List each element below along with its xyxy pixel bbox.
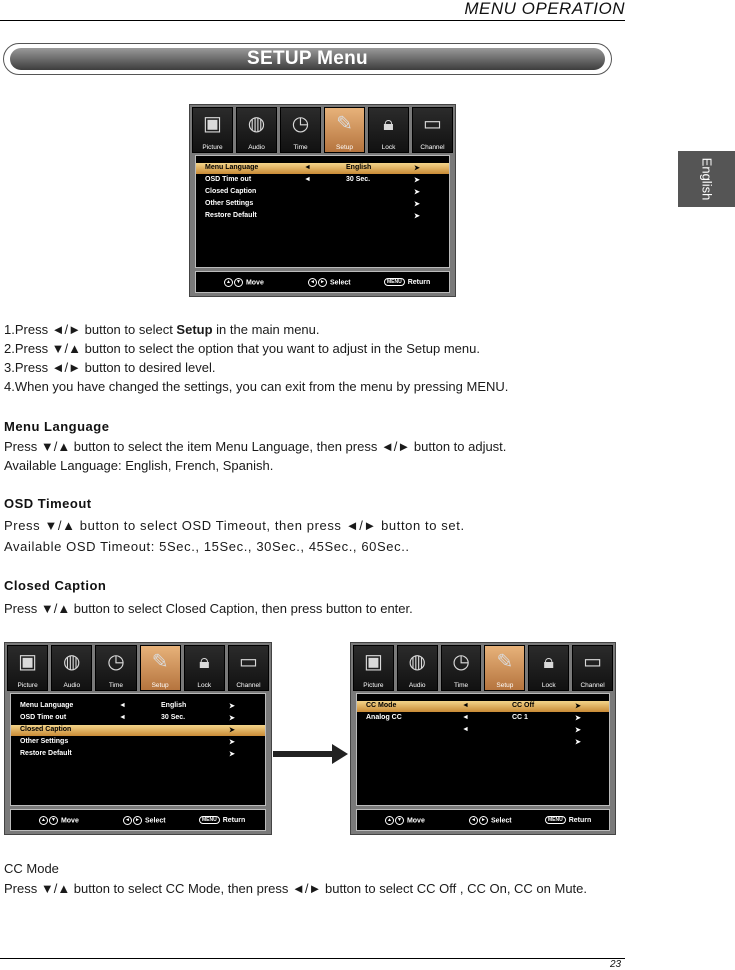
footer-divider — [0, 958, 625, 959]
menu-tab-label: Setup — [151, 682, 169, 689]
menu-row[interactable] — [357, 725, 609, 736]
menu-row-label: OSD Time out — [20, 714, 67, 721]
move-hint-label: Move — [60, 817, 79, 825]
menu-row-label: Analog CC — [366, 714, 402, 721]
menu-tab-channel[interactable] — [228, 645, 269, 691]
right-arrow-icon: ➤ — [414, 201, 420, 208]
left-button-icon: ◄ — [469, 816, 478, 825]
menu-tab-label: Audio — [248, 144, 265, 151]
move-hint-label: Move — [245, 279, 264, 287]
menu-row[interactable] — [196, 187, 449, 198]
select-hint-label: Select — [490, 817, 512, 825]
return-hint — [384, 278, 430, 286]
setup-icon: ✎ — [336, 113, 353, 135]
select-hint — [469, 816, 512, 825]
menu-row-value: English — [161, 702, 187, 709]
menu-options-panel — [356, 693, 610, 806]
up-button-icon: ▲ — [39, 816, 48, 825]
menu-language-instruction: Press ▼/▲ button to select the item Menu Language, then press ◄/► button to adjust. — [4, 439, 507, 454]
right-button-icon: ► — [479, 816, 488, 825]
camera-icon: ▣ — [363, 651, 383, 673]
menu-row[interactable] — [196, 163, 449, 174]
speaker-icon: ◍ — [63, 651, 81, 673]
menu-tab-label: Audio — [63, 682, 81, 689]
menu-tab-label: Picture — [202, 144, 223, 151]
move-hint — [224, 278, 264, 287]
down-button-icon: ▼ — [395, 816, 404, 825]
select-hint-label: Select — [144, 817, 166, 825]
menu-row-label: Menu Language — [205, 164, 259, 171]
menu-tab-channel[interactable] — [572, 645, 613, 691]
menu-tab-audio[interactable] — [51, 645, 92, 691]
setup-icon: ✎ — [496, 651, 514, 673]
closed-caption-heading: Closed Caption — [4, 578, 107, 593]
menu-tab-label: Channel — [580, 682, 605, 689]
menu-key-icon: MENU — [384, 278, 405, 286]
menu-row-label: Other Settings — [20, 738, 69, 745]
menu-tab-label: Picture — [17, 682, 38, 689]
select-hint — [123, 816, 166, 825]
step-3: 3.Press ◄/► button to desired level. — [4, 360, 216, 375]
menu-key-icon: MENU — [199, 816, 220, 824]
right-arrow-icon: ➤ — [414, 189, 420, 196]
menu-tab-label: Setup — [336, 144, 353, 151]
left-arrow-icon: ◄ — [304, 176, 311, 183]
right-arrow-icon: ➤ — [414, 213, 420, 220]
return-hint-label: Return — [222, 816, 246, 824]
clock-icon: ◷ — [107, 651, 125, 673]
move-hint — [39, 816, 79, 825]
menu-row[interactable] — [357, 701, 609, 712]
left-arrow-icon: ◄ — [462, 726, 469, 733]
speaker-icon: ◍ — [247, 113, 266, 135]
menu-tab-label: Lock — [541, 682, 556, 689]
menu-tab-setup[interactable] — [484, 645, 525, 691]
menu-row[interactable] — [196, 199, 449, 210]
monitor-icon: ▭ — [583, 651, 602, 673]
camera-icon: ▣ — [203, 113, 222, 135]
menu-row-label: Restore Default — [20, 750, 72, 757]
menu-tab-picture[interactable] — [192, 107, 233, 153]
right-button-icon: ► — [133, 816, 142, 825]
step-1: 1.Press ◄/► button to select Setup in the main menu. — [4, 322, 320, 337]
menu-tab-label: Channel — [420, 144, 445, 151]
osd-timeout-instruction: Press ▼/▲ button to select OSD Timeout, then press ◄/► button to set. — [4, 518, 465, 533]
setup-menu-closed-caption-screen — [4, 642, 272, 835]
menu-tab-bar — [7, 645, 269, 691]
transition-arrow — [273, 751, 333, 757]
section-banner — [3, 43, 612, 75]
setup-menu-screen — [189, 104, 456, 297]
menu-row-label: Other Settings — [205, 200, 254, 207]
right-arrow-icon: ➤ — [229, 715, 235, 722]
menu-tab-label: Lock — [381, 144, 396, 151]
menu-row-label: Menu Language — [20, 702, 74, 709]
language-side-tab — [678, 151, 735, 207]
menu-tab-lock[interactable] — [528, 645, 569, 691]
menu-tab-label: Picture — [363, 682, 384, 689]
menu-key-icon: MENU — [545, 816, 566, 824]
page-number: 23 — [610, 959, 622, 970]
step-4: 4.When you have changed the settings, you can exit from the menu by pressing MENU. — [4, 379, 509, 394]
menu-row-value: English — [346, 164, 372, 171]
menu-row[interactable] — [11, 713, 265, 724]
menu-tab-setup[interactable] — [140, 645, 181, 691]
menu-tab-setup[interactable] — [324, 107, 365, 153]
left-button-icon: ◄ — [123, 816, 132, 825]
menu-options-panel — [10, 693, 266, 806]
menu-row[interactable] — [357, 713, 609, 724]
return-hint — [199, 816, 245, 824]
osd-timeout-heading: OSD Timeout — [4, 496, 92, 511]
menu-options-panel — [195, 155, 450, 268]
menu-tab-time[interactable] — [95, 645, 136, 691]
right-arrow-icon: ➤ — [229, 739, 235, 746]
monitor-icon: ▭ — [423, 113, 442, 135]
clock-icon: ◷ — [452, 651, 470, 673]
move-hint-label: Move — [406, 817, 425, 825]
banner-title: SETUP Menu — [247, 48, 368, 69]
menu-row-value: 30 Sec. — [346, 176, 371, 183]
select-hint-label: Select — [329, 279, 351, 287]
menu-language-options: Available Language: English, French, Spanish. — [4, 458, 274, 473]
move-hint — [385, 816, 425, 825]
menu-tab-lock[interactable] — [368, 107, 409, 153]
left-arrow-icon: ◄ — [462, 714, 469, 721]
step-2: 2.Press ▼/▲ button to select the option that you want to adjust in the Setup menu. — [4, 341, 480, 356]
menu-tab-label: Channel — [236, 682, 261, 689]
menu-tab-label: Time — [453, 682, 469, 689]
right-arrow-icon: ➤ — [229, 703, 235, 710]
menu-row-label: OSD Time out — [205, 176, 252, 183]
menu-tab-bar — [192, 107, 453, 153]
right-arrow-icon: ➤ — [575, 715, 581, 722]
left-arrow-icon: ◄ — [304, 164, 311, 171]
up-button-icon: ▲ — [385, 816, 394, 825]
menu-tab-audio[interactable] — [397, 645, 438, 691]
right-arrow-icon: ➤ — [414, 177, 420, 184]
right-arrow-icon: ➤ — [575, 739, 581, 746]
right-arrow-icon: ➤ — [414, 165, 420, 172]
setup-icon: ✎ — [151, 651, 169, 673]
menu-row-value: CC 1 — [512, 714, 528, 721]
menu-tab-picture[interactable] — [353, 645, 394, 691]
header-divider — [0, 20, 625, 21]
menu-tab-label: Time — [293, 144, 308, 151]
left-arrow-icon: ◄ — [462, 702, 469, 709]
menu-tab-label: Time — [108, 682, 124, 689]
return-hint-label: Return — [568, 816, 592, 824]
menu-row-label: Closed Caption — [20, 726, 72, 733]
right-arrow-icon: ➤ — [229, 727, 235, 734]
menu-row[interactable] — [11, 737, 265, 748]
lock-icon: 🔒︎ — [543, 651, 555, 673]
menu-row[interactable] — [11, 725, 265, 736]
up-button-icon: ▲ — [224, 278, 233, 287]
page-header-title: MENU OPERATION — [464, 0, 625, 18]
closed-caption-submenu-screen — [350, 642, 616, 835]
menu-row[interactable] — [196, 175, 449, 186]
select-hint — [308, 278, 351, 287]
menu-tab-lock[interactable] — [184, 645, 225, 691]
menu-tab-picture[interactable] — [7, 645, 48, 691]
cc-mode-instruction: Press ▼/▲ button to select CC Mode, then press ◄/► button to select CC Off , CC On, CC on Mute. — [4, 881, 588, 896]
menu-tab-label: Setup — [496, 682, 514, 689]
menu-row-label: Restore Default — [205, 212, 257, 219]
lock-icon: 🔒︎ — [383, 113, 394, 135]
right-arrow-icon: ➤ — [575, 727, 581, 734]
menu-help-bar — [195, 271, 450, 293]
menu-tab-time[interactable] — [441, 645, 482, 691]
menu-tab-time[interactable] — [280, 107, 321, 153]
menu-help-bar — [10, 809, 266, 831]
menu-tab-label: Lock — [197, 682, 212, 689]
right-arrow-icon: ➤ — [229, 751, 235, 758]
cc-mode-heading: CC Mode — [4, 861, 59, 876]
lock-icon: 🔒︎ — [198, 651, 210, 673]
menu-row-value: 30 Sec. — [161, 714, 186, 721]
left-arrow-icon: ◄ — [119, 702, 126, 709]
right-arrow-icon: ➤ — [575, 703, 581, 710]
camera-icon: ▣ — [18, 651, 38, 673]
menu-row[interactable] — [11, 701, 265, 712]
right-button-icon: ► — [318, 278, 327, 287]
left-arrow-icon: ◄ — [119, 714, 126, 721]
menu-tab-bar — [353, 645, 613, 691]
menu-tab-audio[interactable] — [236, 107, 277, 153]
menu-tab-label: Audio — [408, 682, 426, 689]
speaker-icon: ◍ — [408, 651, 426, 673]
menu-row[interactable] — [196, 211, 449, 222]
menu-row[interactable] — [357, 737, 609, 748]
return-hint-label: Return — [407, 278, 431, 286]
down-button-icon: ▼ — [234, 278, 243, 287]
menu-row-value: CC Off — [512, 702, 535, 709]
closed-caption-instruction: Press ▼/▲ button to select Closed Caption, then press button to enter. — [4, 601, 413, 616]
left-button-icon: ◄ — [308, 278, 317, 287]
clock-icon: ◷ — [291, 113, 310, 135]
menu-row-label: CC Mode — [366, 702, 397, 709]
menu-row-label: Closed Caption — [205, 188, 257, 195]
menu-tab-channel[interactable] — [412, 107, 453, 153]
return-hint — [545, 816, 591, 824]
menu-row[interactable] — [11, 749, 265, 760]
osd-timeout-options: Available OSD Timeout: 5Sec., 15Sec., 30Sec., 45Sec., 60Sec.. — [4, 539, 410, 554]
monitor-icon: ▭ — [238, 651, 258, 673]
transition-arrow-head — [332, 744, 348, 764]
menu-language-heading: Menu Language — [4, 419, 110, 434]
menu-help-bar — [356, 809, 610, 831]
side-tab-label: English — [699, 157, 714, 201]
down-button-icon: ▼ — [49, 816, 58, 825]
